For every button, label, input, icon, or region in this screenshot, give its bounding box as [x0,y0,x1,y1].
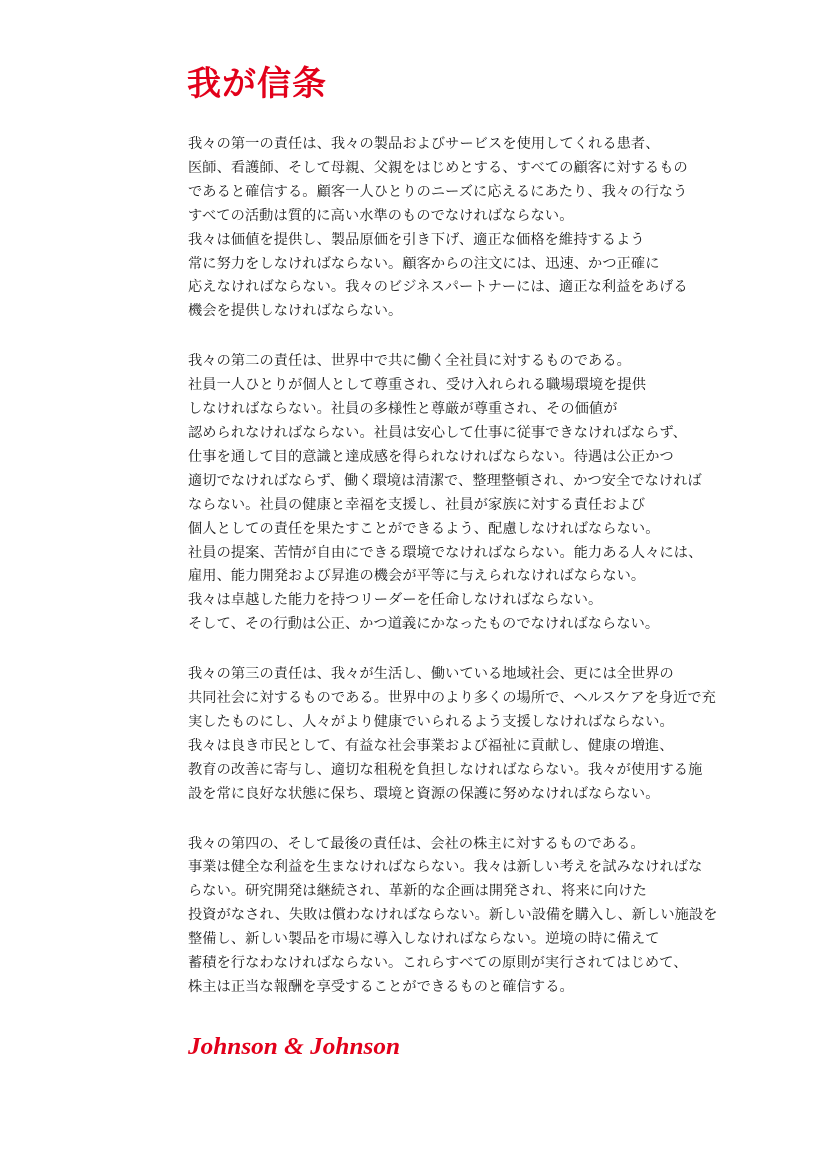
paragraph-line: 我々の第四の、そして最後の責任は、会社の株主に対するものである。 [188,835,645,852]
paragraph-line: 我々は良き市民として、有益な社会事業および福祉に貢献し、健康の増進、 [188,737,674,754]
paragraph-line: しなければならない。社員の多様性と尊厳が尊重され、その価値が [188,401,618,418]
credo-paragraph [188,663,788,806]
paragraph-line: 教育の改善に寄与し、適切な租税を負担しなければならない。我々が使用する施 [188,761,703,778]
paragraph-line: 雇用、能力開発および昇進の機会が平等に与えられなければならない。 [188,568,646,585]
credo-body [188,133,788,1026]
paragraph-line: 機会を提供しなければならない。 [188,303,403,320]
credo-paragraph [188,350,788,637]
credo-paragraph [188,133,788,324]
paragraph-line: らない。研究開発は継続され、革新的な企画は開発され、将来に向けた [188,883,647,900]
paragraph-line: 我々の第三の責任は、我々が生活し、働いている地域社会、更には全世界の [188,666,674,683]
paragraph-line: 我々の第二の責任は、世界中で共に働く全社員に対するものである。 [188,353,631,370]
johnson-and-johnson-logo [186,1024,406,1068]
paragraph-line: 応えなければならない。我々のビジネスパートナーには、適正な利益をあげる [188,279,688,296]
page-title: 我が信条 [187,64,327,104]
paragraph-line: 整備し、新しい製品を市場に導入しなければならない。逆境の時に備えて [188,931,660,948]
paragraph-line: 我々は卓越した能力を持つリーダーを任命しなければならない。 [188,592,603,609]
paragraph-line: 適切でなければならず、働く環境は清潔で、整理整頓され、かつ安全でなければ [188,472,702,489]
paragraph-line: 株主は正当な報酬を享受することができるものと確信する。 [188,979,574,995]
credo-paragraph [188,833,788,1000]
paragraph-line: 蓄積を行なわなければならない。これらすべての原則が実行されてはじめて、 [188,955,688,972]
paragraph-line: 我々は価値を提供し、製品原価を引き下げ、適正な価格を維持するよう [188,231,645,248]
paragraph-line: 社員一人ひとりが個人として尊重され、受け入れられる職場環境を提供 [188,377,647,394]
paragraph-line: ならない。社員の健康と幸福を支援し、社員が家族に対する責任および [188,496,646,513]
paragraph-line: 仕事を通して目的意識と達成感を得られなければならない。待遇は公正かつ [188,448,674,465]
paragraph-line: であると確信する。顧客一人ひとりのニーズに応えるにあたり、我々の行なう [188,183,688,200]
paragraph-line: 認められなければならない。社員は安心して仕事に従事できなければならず、 [188,424,687,441]
paragraph-line: そして、その行動は公正、かつ道義にかなったものでなければならない。 [188,616,660,633]
paragraph-line: 我々の第一の責任は、我々の製品およびサービスを使用してくれる患者、 [188,136,660,152]
paragraph-line: 投資がなされ、失敗は償わなければならない。新しい設備を購入し、新しい施設を [188,907,718,924]
paragraph-line: 医師、看護師、そして母親、父親をはじめとする、すべての顧客に対するもの [188,159,688,176]
paragraph-line: 設を常に良好な状態に保ち、環境と資源の保護に努めなければならない。 [188,785,660,802]
paragraph-line: 共同社会に対するものである。世界中のより多くの場所で、ヘルスケアを身近で充 [188,690,716,707]
paragraph-line: 実したものにし、人々がより健康でいられるよう支援しなければならない。 [188,713,674,730]
paragraph-line: 常に努力をしなければならない。顧客からの注文には、迅速、かつ正確に [188,255,660,272]
paragraph-line: 個人としての責任を果たすことができるよう、配慮しなければならない。 [188,520,660,537]
paragraph-line: すべての活動は質的に高い水準のものでなければならない。 [188,207,574,224]
logo-wordmark: Johnson & Johnson [186,1034,400,1060]
paragraph-line: 事業は健全な利益を生まなければならない。我々は新しい考えを試みなければな [188,859,703,876]
paragraph-line: 社員の提案、苦情が自由にできる環境でなければならない。能力ある人々には、 [188,544,703,561]
